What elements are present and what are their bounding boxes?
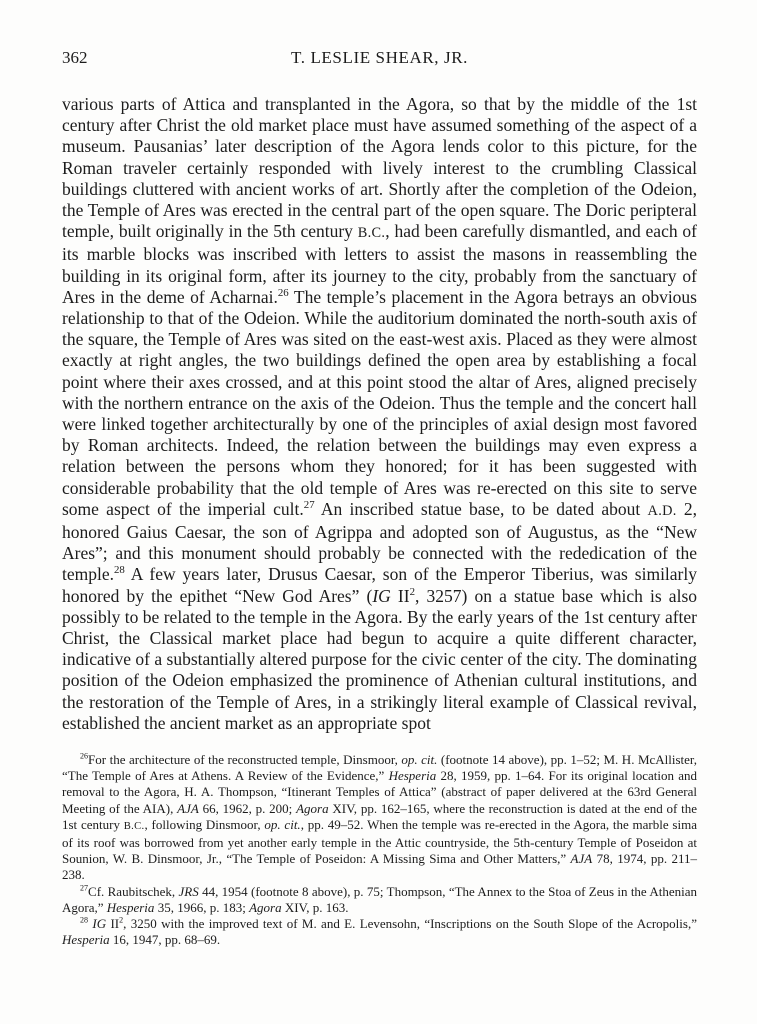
footnote-27: $^{27}$Cf. Raubitschek, JRS 44, 1954 (footnote 8 above), p. 75; Thompson, “The Annex to the Stoa of Zeus in the Athenian Agora,” Hesperia 35, 1966, p. 183; Agora XIV, p. 163.: [62, 883, 697, 915]
footnote-26: $^{26}$For the architecture of the reconstructed temple, Dinsmoor, op. cit. (footnote 14 above), pp. 1–52; M. H. McAllister, “The Temple of Ares at Athens. A Review of the Evidence,” Hesperia 28, 1959, pp. 1–64. For its original location and removal to the Agora, H. A. Thompson, “Itinerant Temples of Attica” (abstract of paper delivered at the 63rd General Meeting of the AIA), AJA 66, 1962, p. 200; Agora XIV, pp. 162–165, where the reconstruction is dated at the end of the 1st century B.C., following Dinsmoor, op. cit., pp. 49–52. When the temple was re-erected in the Agora, the marble sima of its roof was borrowed from yet another early temple in the Attic countryside, the 5th-century Temple of Poseidon at Sounion, W. B. Dinsmoor, Jr., “The Temple of Poseidon: A Missing Sima and Other Matters,” AJA 78, 1974, pp. 211–238.: [62, 751, 698, 883]
footnotes-section: [62, 752, 697, 948]
body-paragraph: various parts of Attica and transplanted in the Agora, so that by the middle of the 1st century after Christ the old market place must have assumed something of the aspect of a museum. Pausanias’ later description of the Agora lends color to this picture, for the Roman traveler certainly responded with lively interest to the crumbling Classical buildings cluttered with ancient works of art. Shortly after the completion of the Odeion, the Temple of Ares was erected in the central part of the open square. The Doric peripteral temple, built originally in the 5th century B.C., had been carefully dismantled, and each of its marble blocks was inscribed with letters to assist the masons in reassembling the building in its original form, after its journey to the city, probably from the sanctuary of Ares in the deme of Acharnai.$^{26}$ The temple’s placement in the Agora betrays an obvious relationship to that of the Odeion. While the auditorium dominated the north-south axis of the square, the Temple of Ares was sited on the east-west axis. Placed as they were almost exactly at right angles, the two buildings defined the open area by establishing a focal point where their axes crossed, and at this point stood the altar of Ares, aligned precisely with the northern entrance on the axis of the Odeion. Thus the temple and the concert hall were linked together architecturally by one of the principles of axial design most favored by Roman architects. Indeed, the relation between the buildings may even express a relation between the persons whom they honored; for it has been suggested with considerable probability that the old temple of Ares was re-erected on this site to serve some aspect of the imperial cult.$^{27}$ An inscribed statue base, to be dated about A.D. 2, honored Gaius Caesar, the son of Agrippa and adopted son of Augustus, as the “New Ares”; and this monument should probably be connected with the rededication of the temple.$^{28}$ A few years later, Drusus Caesar, son of the Emperor Tiberius, was similarly honored by the epithet “New God Ares” (IG $II^2$, 3257) on a statue base which is also possibly to be related to the temple in the Agora. By the early years of the 1st century after Christ, the Classical market place had begun to acquire a quite different character, indicative of a substantially altered purpose for the civic center of the city. The dominating position of the Odeion emphasized the prominence of Athenian cultural institutions, and the restoration of the Temple of Ares, in a strikingly literal example of Classical revival, established the ancient market as an appropriate spot: [62, 94, 698, 733]
page-number: 362: [62, 48, 88, 67]
footnote-28: $^{28}$ IG $II^2$, 3250 with the improved text of M. and E. Levensohn, “Inscriptions on the South Slope of the Acropolis,” Hesperia 16, 1947, pp. 68–69.: [62, 915, 697, 948]
article-body: [62, 94, 698, 733]
page-header: [62, 48, 697, 70]
running-head: T. LESLIE SHEAR, JR.: [291, 48, 468, 67]
